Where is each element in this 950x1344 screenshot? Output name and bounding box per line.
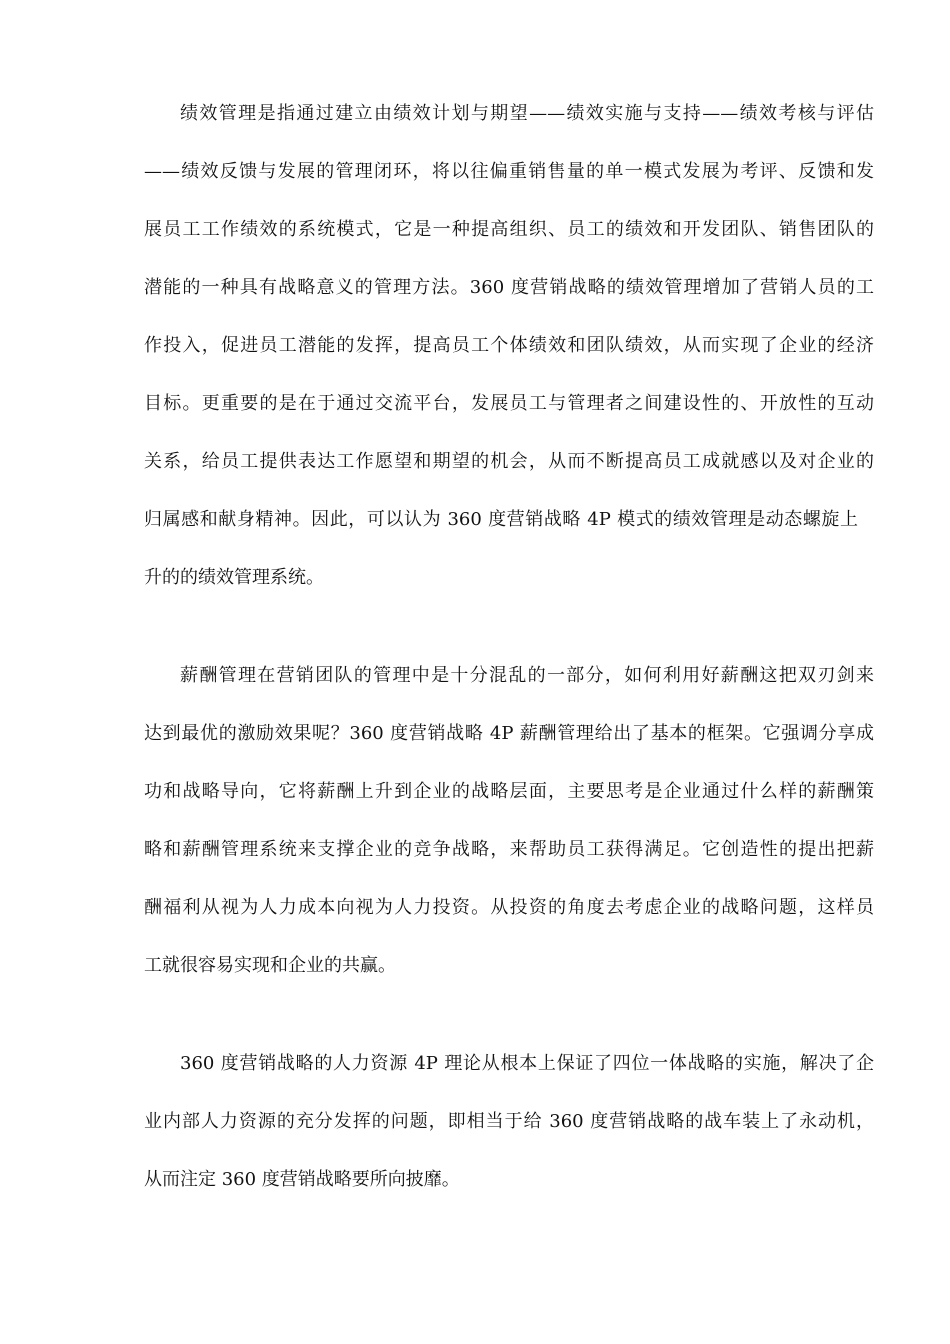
paragraph-1-line-6: 目标。更重要的是在于通过交流平台，发展员工与管理者之间建设性的、开放性的互动 — [144, 393, 874, 414]
paragraph-2-line-5: 酬福利从视为人力成本向视为人力投资。从投资的角度去考虑企业的战略问题，这样员 — [144, 897, 874, 918]
paragraph-2-line-4: 略和薪酬管理系统来支撑企业的竞争战略，来帮助员工获得满足。它创造性的提出把薪 — [144, 839, 874, 860]
paragraph-3-line-2: 业内部人力资源的充分发挥的问题，即相当于给 360 度营销战略的战车装上了永动机， — [144, 1111, 874, 1132]
paragraph-1-line-2: ——绩效反馈与发展的管理闭环，将以往偏重销售量的单一模式发展为考评、反馈和发 — [144, 161, 874, 182]
paragraph-1-line-4: 潜能的一种具有战略意义的管理方法。360 度营销战略的绩效管理增加了营销人员的工 — [144, 277, 874, 298]
paragraph-2-line-6: 工就很容易实现和企业的共赢。 — [144, 955, 396, 976]
paragraph-1-line-8: 归属感和献身精神。因此，可以认为 360 度营销战略 4P 模式的绩效管理是动态螺旋上 — [144, 509, 858, 530]
paragraph-1-line-7: 关系，给员工提供表达工作愿望和期望的机会，从而不断提高员工成就感以及对企业的 — [144, 451, 874, 472]
paragraph-3-line-3: 从而注定 360 度营销战略要所向披靡。 — [144, 1169, 460, 1190]
paragraph-1-line-5: 作投入，促进员工潜能的发挥，提高员工个体绩效和团队绩效，从而实现了企业的经济 — [144, 335, 874, 356]
paragraph-3-line-1: 360 度营销战略的人力资源 4P 理论从根本上保证了四位一体战略的实施，解决了企 — [180, 1053, 874, 1074]
paragraph-2-line-1: 薪酬管理在营销团队的管理中是十分混乱的一部分，如何利用好薪酬这把双刃剑来 — [180, 665, 874, 686]
paragraph-1-line-9: 升的的绩效管理系统。 — [144, 567, 324, 588]
paragraph-1-line-3: 展员工工作绩效的系统模式，它是一种提高组织、员工的绩效和开发团队、销售团队的 — [144, 219, 874, 240]
paragraph-1-line-1: 绩效管理是指通过建立由绩效计划与期望——绩效实施与支持——绩效考核与评估 — [180, 103, 874, 124]
paragraph-2-line-3: 功和战略导向，它将薪酬上升到企业的战略层面，主要思考是企业通过什么样的薪酬策 — [144, 781, 874, 802]
paragraph-2-line-2: 达到最优的激励效果呢？360 度营销战略 4P 薪酬管理给出了基本的框架。它强调分享成 — [144, 723, 874, 744]
